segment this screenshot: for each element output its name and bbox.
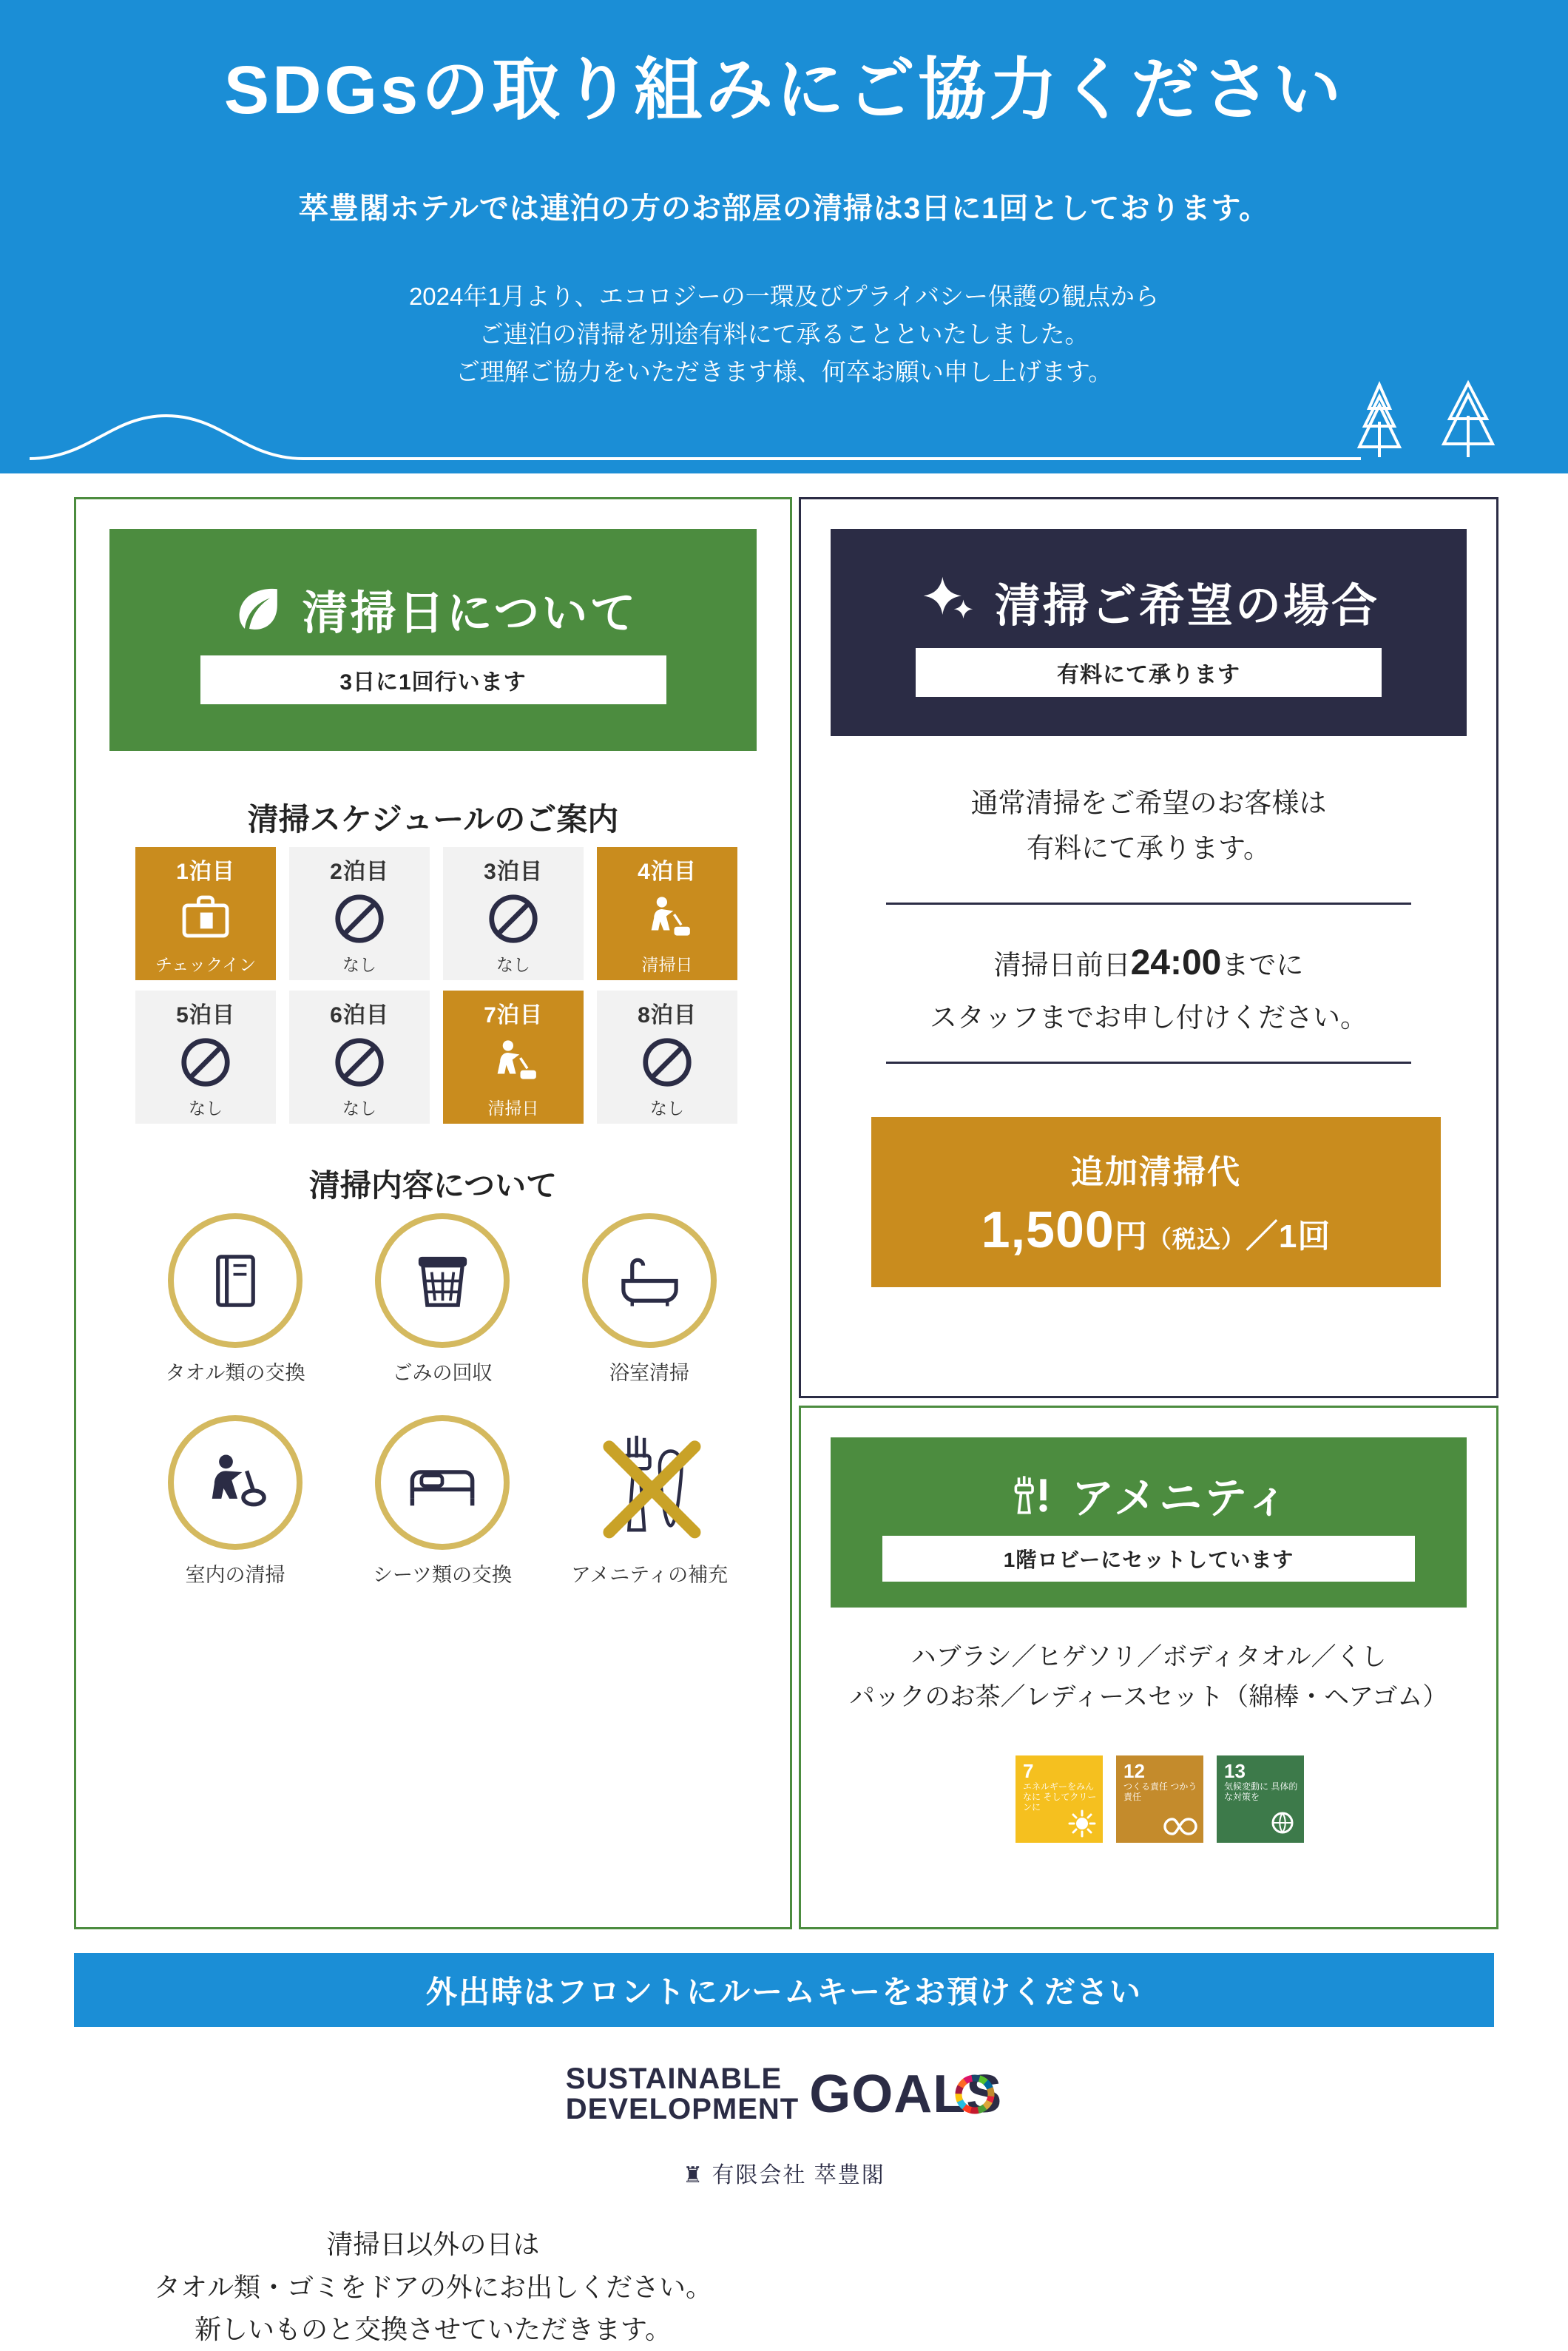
- vacuum-person-icon: [168, 1415, 303, 1550]
- sdg-number: 12: [1123, 1760, 1145, 1782]
- amenity-band: [831, 1437, 1467, 1608]
- no-entry-icon: [333, 886, 386, 951]
- bathtub-icon: [582, 1213, 717, 1348]
- sdg-number: 7: [1023, 1760, 1034, 1782]
- night-cell-5: [135, 991, 276, 1124]
- paid-cleaning-text: [801, 780, 1496, 871]
- left-note-line3: 新しいものと交換させていただきます。: [194, 2314, 672, 2345]
- cleaning-day-pill: 3日に1回行います: [200, 655, 666, 704]
- hills-decoration: [0, 370, 1568, 473]
- night-label: 8泊目: [638, 1003, 697, 1028]
- price-amount: 1,500: [981, 1201, 1115, 1258]
- sdg-badge-7: [1016, 1755, 1103, 1843]
- cleaning-day-band-title-row: [229, 576, 638, 642]
- price-box: [871, 1117, 1441, 1287]
- night-label: 1泊目: [176, 860, 235, 884]
- night-caption: なし: [189, 1099, 223, 1118]
- content-label: ごみの回収: [392, 1362, 493, 1384]
- sdg-logo-text: [566, 2064, 799, 2125]
- night-cell-3: [443, 847, 584, 980]
- deadline-post: までに: [1221, 950, 1304, 980]
- suitcase-icon: [177, 886, 234, 951]
- vacuum-icon: [639, 886, 695, 951]
- content-label: アメニティの補充: [570, 1564, 729, 1586]
- left-note-line2: タオル類・ゴミをドアの外にお出しください。: [154, 2271, 712, 2302]
- night-label: 7泊目: [484, 1003, 543, 1028]
- leaf-icon: [229, 580, 286, 638]
- sun-icon: [1067, 1809, 1097, 1838]
- sdg-color-wheel-icon: [953, 2073, 996, 2116]
- deadline-line2: スタッフまでお申し付けください。: [930, 1002, 1368, 1033]
- crown-icon: ♜: [683, 2163, 705, 2188]
- divider-bottom: [886, 1062, 1411, 1064]
- content-heading: 清掃内容について: [308, 1168, 558, 1203]
- amenity-band-title-row: [1007, 1463, 1291, 1525]
- eye-globe-icon: [1267, 1807, 1298, 1838]
- content-item-room: [143, 1415, 328, 1604]
- content-item-sheets: [350, 1415, 535, 1604]
- cleaning-content-grid: [143, 1213, 742, 1604]
- sdg-logo-line1: SUSTAINABLE: [565, 2062, 783, 2096]
- header-body-line3: ご理解ご協力をいただきます様、何卒お願い申し上げます。: [455, 358, 1113, 386]
- schedule-heading: 清掃スケジュールのご案内: [247, 802, 619, 837]
- deadline-time: 24:00: [1130, 943, 1222, 982]
- company-label: 有限会社 萃豊閣: [712, 2163, 885, 2188]
- room-key-bar: [74, 1953, 1494, 2027]
- sdg-badge-12: [1116, 1755, 1203, 1843]
- paid-cleaning-pill: 有料にて承ります: [916, 648, 1382, 697]
- night-caption: なし: [342, 1099, 376, 1118]
- paid-cleaning-title: 清掃ご希望の場合: [994, 580, 1379, 632]
- cleaning-day-title: 清掃日について: [302, 587, 638, 639]
- night-caption: チェックイン: [155, 955, 257, 974]
- content-label: 室内の清掃: [185, 1564, 285, 1586]
- night-cell-8: [597, 991, 737, 1124]
- night-caption: 清掃日: [487, 1099, 539, 1118]
- sdg-text: エネルギーをみんなに そしてクリーンに: [1023, 1781, 1097, 1812]
- company-name: [0, 2156, 1568, 2189]
- header-body-line2: ご連泊の清掃を別途有料にて承ることといたしました。: [479, 320, 1089, 348]
- left-note-line1: 清掃日以外の日は: [326, 2229, 540, 2259]
- content-item-trash: [350, 1213, 535, 1402]
- night-cell-1: [135, 847, 276, 980]
- amenity-brush-icon: [1007, 1470, 1055, 1519]
- vacuum-icon: [485, 1029, 541, 1095]
- price-yen: 円: [1114, 1218, 1148, 1255]
- no-entry-icon: [333, 1029, 386, 1095]
- sdg-text: 気候変動に 具体的な対策を: [1224, 1781, 1298, 1802]
- sdg-logo-goals-row: [809, 2064, 1002, 2125]
- content-item-amenity: [557, 1415, 742, 1604]
- night-caption: なし: [650, 1099, 684, 1118]
- content-item-towel: [143, 1213, 328, 1402]
- night-label: 2泊目: [330, 860, 389, 884]
- no-entry-icon: [179, 1029, 232, 1095]
- paid-cleaning-band-title-row: [918, 569, 1379, 635]
- sdg-logo: [0, 2064, 1568, 2125]
- sdg-text: つくる責任 つかう責任: [1123, 1781, 1197, 1802]
- cleaning-day-band: [109, 529, 757, 751]
- no-entry-icon: [487, 886, 540, 951]
- schedule-grid: [135, 847, 737, 1124]
- price-title: 追加清掃代: [1071, 1154, 1241, 1190]
- room-key-text: 外出時はフロントにルームキーをお預けください: [425, 1974, 1142, 2009]
- trash-bin-icon: [375, 1213, 510, 1348]
- night-cell-2: [289, 847, 430, 980]
- amenity-pill: 1階ロビーにセットしています: [882, 1536, 1415, 1582]
- sdg-logo-line2: DEVELOPMENT: [565, 2093, 800, 2125]
- amenity-line2: パックのお茶／レディースセット（綿棒・ヘアゴム）: [849, 1683, 1448, 1712]
- night-cell-4: [597, 847, 737, 980]
- price-per: ／1回: [1245, 1218, 1331, 1255]
- header-subtitle: 萃豊閣ホテルでは連泊の方のお部屋の清掃は3日に1回としております。: [298, 192, 1270, 225]
- amenity-title: アメニティ: [1071, 1474, 1291, 1522]
- no-entry-icon: [641, 1029, 694, 1095]
- amenity-line1: ハブラシ／ヒゲソリ／ボディタオル／くし: [910, 1643, 1387, 1671]
- sdg-badge-row: [1016, 1755, 1304, 1843]
- header-body-line1: 2024年1月より、エコロジーの一環及びプライバシー保護の観点から: [408, 283, 1160, 310]
- paid-cleaning-text-line1: 通常清掃をご希望のお客様は: [970, 788, 1327, 818]
- page-title: SDGsの取り組みにご協力ください: [223, 53, 1345, 128]
- divider-top: [886, 903, 1411, 905]
- towel-icon: [168, 1213, 303, 1348]
- content-label: 浴室清掃: [609, 1362, 689, 1384]
- sdg-logo-goals: GOALS: [809, 2065, 1003, 2124]
- paid-cleaning-panel: [799, 497, 1498, 1398]
- night-label: 3泊目: [484, 860, 543, 884]
- paid-cleaning-text-line2: 有料にて承ります。: [1026, 833, 1271, 864]
- night-cell-7: [443, 991, 584, 1124]
- deadline-pre: 清掃日前日: [993, 950, 1131, 980]
- content-label: タオル類の交換: [165, 1362, 305, 1384]
- infinity-icon: [1163, 1815, 1197, 1838]
- bed-icon: [375, 1415, 510, 1550]
- amenity-panel: [799, 1406, 1498, 1929]
- content-item-bath: [557, 1213, 742, 1402]
- content-label: シーツ類の交換: [373, 1564, 512, 1586]
- night-label: 5泊目: [176, 1003, 235, 1028]
- price-tax: （税込）: [1147, 1226, 1246, 1252]
- header-banner: [0, 0, 1568, 473]
- deadline-text: [801, 932, 1496, 1042]
- night-caption: 清掃日: [641, 955, 693, 974]
- night-label: 4泊目: [638, 860, 697, 884]
- toothbrush-icon: [582, 1415, 717, 1550]
- night-cell-6: [289, 991, 430, 1124]
- sdg-number: 13: [1224, 1760, 1246, 1782]
- paid-cleaning-band: [831, 529, 1467, 736]
- night-caption: なし: [496, 955, 530, 974]
- left-note: [76, 2223, 790, 2351]
- night-label: 6泊目: [330, 1003, 389, 1028]
- night-caption: なし: [342, 955, 376, 974]
- price-amount-row: [981, 1200, 1331, 1259]
- sparkle-icon: [918, 571, 979, 632]
- amenity-list: [801, 1637, 1496, 1718]
- sdg-badge-13: [1217, 1755, 1304, 1843]
